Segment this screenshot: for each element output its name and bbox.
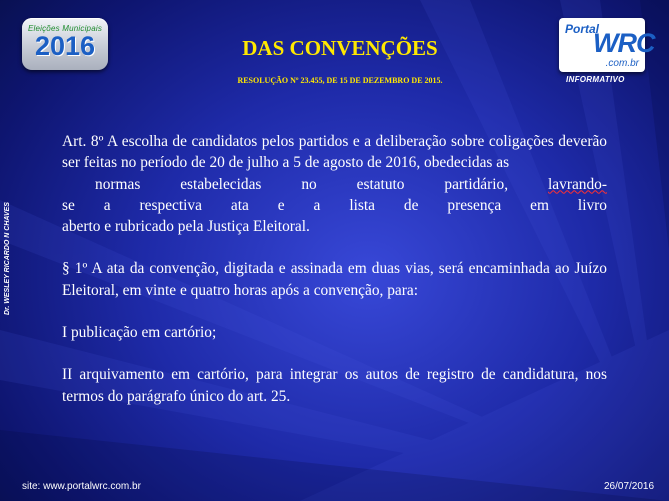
footer-site: site: www.portalwrc.com.br bbox=[22, 481, 141, 492]
elections-2016-badge bbox=[22, 18, 108, 70]
article-line-2 bbox=[62, 174, 607, 195]
logo-brand-text: WRC bbox=[593, 28, 655, 58]
footer-date: 26/07/2016 bbox=[604, 481, 655, 492]
article-line-4: aberto e rubricado pela Justiça Eleitoral. bbox=[62, 218, 310, 236]
article-line-3-text: a respectiva ata e a lista de presença em livro bbox=[103, 196, 607, 214]
logo-portal-text: Portal bbox=[565, 22, 600, 36]
article-line-3-prefix: se bbox=[62, 196, 75, 214]
logo-tagline: INFORMATIVO bbox=[566, 75, 625, 84]
article-line-2-text: normas estabelecidas no estatuto partidário, bbox=[95, 175, 509, 193]
slide-subtitle: RESOLUÇÃO Nº 23.455, DE 15 DE DEZEMBRO DE 2015. bbox=[237, 76, 443, 85]
item-i: I publicação em cartório; bbox=[62, 324, 217, 342]
article-8-paragraph bbox=[62, 131, 607, 237]
article-line-3 bbox=[62, 195, 607, 216]
article-line-2-wavy: lavrando- bbox=[548, 175, 607, 193]
paragraph-1: § 1º A ata da convenção, digitada e assinada em duas vias, será encaminhada ao Juízo Eleitoral, em vinte e quatro horas após a convenção, para: bbox=[62, 260, 607, 299]
portal-wrc-logo bbox=[559, 18, 655, 72]
slide-body bbox=[62, 131, 607, 428]
slide-title: DAS CONVENÇÕES bbox=[242, 36, 438, 60]
badge-label: Eleições Municipais bbox=[27, 24, 103, 33]
logo-domain-text: .com.br bbox=[605, 58, 639, 69]
badge-year: 2016 bbox=[34, 31, 96, 61]
article-line-1: Art. 8º A escolha de candidatos pelos partidos e a deliberação sobre coligações deverão ser feitas no período de 20 de julho a 5 de agosto de 2016, obedecidas as bbox=[62, 133, 607, 172]
item-ii: II arquivamento em cartório, para integrar os autos de registro de candidatura, nos termos do parágrafo único do art. 25. bbox=[62, 366, 607, 405]
side-author-text: Dr. WESLEY RICARDO N CHAVES bbox=[4, 202, 11, 315]
